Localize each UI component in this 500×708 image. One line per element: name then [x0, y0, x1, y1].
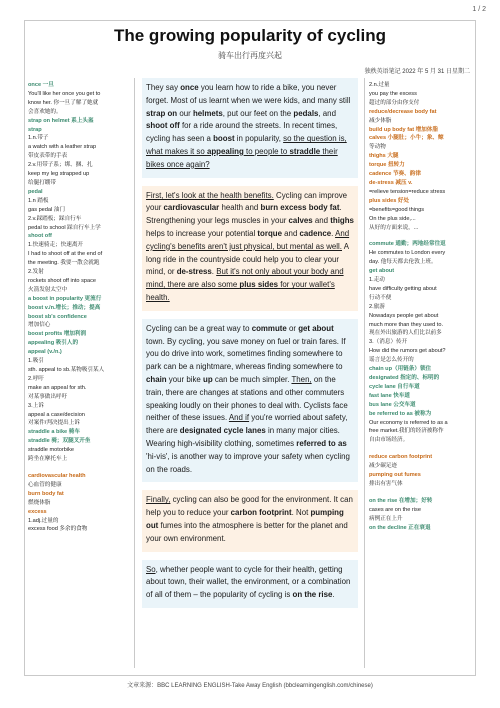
right-vocabulary-column	[364, 78, 476, 668]
key-phrase: pedals	[293, 108, 319, 118]
paragraph-text: can be much simpler.	[212, 374, 292, 384]
left-vocabulary-column	[24, 78, 135, 668]
vocab-term: shoot off	[28, 233, 52, 240]
page-number: 1 / 2	[472, 6, 486, 13]
vocab-note: 跨坐在摩托车上	[28, 456, 68, 463]
vocab-note: know her. 你一旦了解了她就	[28, 99, 99, 106]
vocab-note: excess food 多余的食物	[28, 526, 88, 533]
vocab-term: once 一旦	[28, 82, 54, 88]
vocab-note: 3.（消息）传开	[369, 339, 408, 346]
key-phrase: commute	[251, 323, 287, 333]
vocab-note: 燃烧体脂	[28, 499, 51, 506]
vocab-note: 给腿打绷带	[28, 179, 56, 186]
vocab-term: boost sb's confidence	[28, 313, 87, 320]
key-phrase: thighs	[330, 216, 354, 226]
vocab-note: 等动物	[369, 144, 386, 151]
vocab-note: Nowadays people get about	[369, 312, 439, 319]
vocab-note: you pay the excess	[369, 90, 417, 97]
paragraph-text: A long ride in the countryside could help you to clear your mind, or	[146, 241, 349, 277]
paragraph-text: And cycling's benefits aren't just physical, but mental as well.	[146, 228, 350, 251]
paragraph-text: So,	[146, 564, 158, 574]
key-phrase: helmets	[192, 108, 223, 118]
vocab-term: be referred to as 被称为	[369, 410, 432, 417]
key-phrase: cadence	[299, 228, 332, 238]
vocab-note: How did the rumors get about?	[369, 348, 446, 355]
page-title: The growing popularity of cycling	[113, 26, 386, 45]
paragraph-text: on the train, there are changes at stations and other commuters speaking loudly on their phones to deal with. Cyclists face neither of these issues.	[146, 374, 348, 423]
vocab-term: burn body fat	[28, 490, 64, 497]
paragraph-text: town. By cycling, you save money on fuel or train fares. If you do drive into work, sometimes finding somewhere to park can be a nightmare, whereas finding somewhere to	[146, 336, 346, 372]
vocab-term: cardiovascular health	[28, 472, 86, 479]
paragraph-text: our	[177, 108, 193, 118]
article-paragraph	[142, 78, 358, 178]
key-phrase: burn excess body fat	[260, 203, 340, 213]
vocab-term: strap on helmet 系上头盔	[28, 117, 94, 124]
key-phrase: get about	[298, 323, 334, 333]
vocab-note: 火箭发射太空中	[28, 286, 68, 293]
vocab-note: day. 他每天都去伦敦上班。	[369, 259, 437, 266]
paragraph-text: Then,	[291, 374, 312, 384]
article-column	[136, 78, 364, 668]
paragraph-text: .	[331, 228, 336, 238]
key-phrase: pumping out	[146, 508, 344, 530]
dateline: 独秩英语笔记 2022 年 5 月 31 日星期二	[364, 69, 470, 75]
vocab-note: 2.发射	[28, 269, 44, 276]
paragraph-text: Cycling can be a great way to	[146, 323, 252, 333]
vocab-note: 增加信心	[28, 322, 51, 329]
vocab-note: On the plus side,...	[369, 215, 416, 222]
vocab-note: 1.n.带子	[28, 135, 49, 142]
vocab-note: Our economy is referred to as a	[369, 419, 448, 426]
vocab-note: 2.v.用带子系；绑、捆、扎	[28, 162, 93, 169]
vocab-note: free market.我们的经济被称作	[369, 428, 444, 435]
vocab-term: get about	[369, 268, 395, 275]
paragraph-text: helps to increase your potential	[146, 228, 258, 238]
vocab-term: appealing 吸引人的	[28, 340, 79, 347]
vocab-term: torque 扭转力	[369, 162, 405, 169]
paragraph-text: And if	[228, 413, 250, 423]
paragraph-text: They say	[146, 83, 181, 92]
vocab-note: 1.n 踏板	[28, 197, 49, 204]
vocab-note: appeal a case/decision	[28, 411, 85, 418]
vocab-note: I had to shoot off at the end of	[28, 251, 103, 258]
vocab-note: 对案件/判决提出上诉	[28, 420, 80, 427]
paragraph-text: , and	[318, 108, 336, 118]
vocab-term: commute 通勤；两地经常往返	[369, 241, 446, 248]
paragraph-text: you're worried about safety, there are	[146, 413, 348, 436]
key-phrase: chain	[146, 374, 167, 384]
key-phrase: carbon footprint	[230, 508, 292, 518]
key-phrase: appealing	[206, 146, 244, 156]
paragraph-text: your bike	[166, 374, 204, 384]
paragraph-text: or	[286, 323, 299, 333]
key-phrase: calves	[288, 216, 313, 226]
vocab-note: 带皮表带的手表	[28, 153, 68, 160]
vocab-note: straddle motorbike	[28, 447, 75, 454]
key-phrase: strap on	[146, 108, 178, 118]
vocab-note: 行动不便	[369, 294, 392, 301]
key-phrase: plus sides	[239, 280, 279, 290]
vocab-note: 1.adj.过量的	[28, 517, 59, 524]
vocab-term: plus sides 好处	[369, 197, 410, 204]
vocab-term: a boost in popularity 更流行	[28, 295, 102, 302]
vocab-note: 排出有害气体	[369, 480, 403, 487]
vocab-note: 2.v.踩踏板；踩自行车	[28, 215, 82, 222]
paragraph-text: to people to	[243, 146, 290, 156]
key-phrase: up	[203, 374, 213, 384]
vocab-spacer	[369, 445, 476, 453]
vocab-note: the meeting. 我要一散会就跑	[28, 260, 100, 267]
vocab-term: cadence 节奏、韵律	[369, 171, 421, 178]
vocab-note: 减少碳足迹	[369, 463, 397, 470]
paragraph-text: cycling can also be good for the environment. It can help you to reduce your	[146, 495, 353, 518]
paragraph-text: , put our feet on the	[222, 108, 294, 118]
paragraph-text: fumes into the atmosphere is better for the planet and your own environment.	[146, 520, 348, 543]
vocab-note: rockets shoot off into space	[28, 277, 96, 284]
key-phrase: boost	[213, 134, 235, 144]
vocab-note: 3.上诉	[28, 402, 44, 409]
paragraph-text: Finally,	[146, 495, 171, 505]
paragraph-text: their bikes once again?	[146, 146, 338, 169]
paragraph-text: But it's not only about your body and mind, there are also some	[146, 267, 344, 290]
paragraph-text: .	[211, 267, 217, 277]
vocab-note: make an appeal for sth.	[28, 384, 87, 391]
vocab-term: reduce/decrease body fat	[369, 108, 437, 115]
vocab-spacer	[369, 232, 476, 240]
vocab-note: =relieve tension=reduce stress	[369, 188, 446, 195]
vocab-term: straddle a bike 骑车	[28, 429, 80, 436]
vocab-term: build up body fat 增加体脂	[369, 126, 438, 133]
paragraph-text: . Strengthening your legs muscles in your	[146, 203, 342, 226]
paragraph-text: health and	[219, 203, 261, 213]
vocab-note: 2.旅游	[369, 303, 385, 310]
vocab-term: cycle lane 自行车道	[369, 383, 420, 390]
vocab-note: You'll like her once you get to	[28, 90, 101, 97]
vocab-note: 减少体脂	[369, 117, 392, 124]
article-paragraph	[142, 186, 358, 311]
vocab-note: 从好的方面来说，...	[369, 224, 419, 231]
vocab-note: 会喜欢她的。	[28, 108, 62, 115]
vocab-term: de-stress 减压 v.	[369, 179, 413, 186]
paragraph-text: .	[332, 590, 335, 600]
vocab-note: 现在外出旅游的人们比以前多	[369, 330, 442, 337]
article-paragraph	[142, 560, 358, 608]
vocab-term: pedal	[28, 188, 43, 195]
paragraph-text: you learn how to ride a bike, you never forget. Most of us learnt when we were kids, and many still	[146, 83, 351, 105]
paragraph-text: for your wallet's health.	[146, 280, 335, 302]
vocab-note: cases are on the rise	[369, 506, 421, 513]
vocab-note: keep my leg strapped up	[28, 171, 90, 178]
vocab-note: 2.n.过量	[369, 82, 390, 88]
paragraph-text: . Not	[291, 508, 311, 518]
vocab-note: 病例正在上升	[369, 515, 403, 522]
paragraph-text: Cycling can improve your	[146, 190, 348, 213]
vocab-note: 2.呼吁	[28, 375, 44, 382]
vocab-note: much more than they used to.	[369, 321, 444, 328]
paragraph-text: in popularity,	[234, 134, 284, 144]
vocab-term: on the decline 正在衰退	[369, 524, 431, 531]
paragraph-text: First, let's look at the health benefits.	[146, 190, 274, 200]
paragraph-text: so the question is, what makes it so	[146, 134, 347, 156]
paragraph-text: whether people want to cycle for their health, getting about town, their wallet, the environment, or a combination of all of them – the popularity of cycling is	[146, 564, 351, 600]
vocab-term: strap	[28, 126, 42, 133]
paragraph-text: 'hi-vis', is another way to improve your safety when cycling on the roads.	[146, 451, 350, 474]
vocab-note: have difficulty getting about	[369, 285, 437, 292]
key-phrase: straddle	[289, 146, 321, 156]
article-paragraph	[142, 319, 358, 483]
key-phrase: de-stress	[176, 267, 212, 277]
vocab-term: straddle 骑；双腿叉开坐	[28, 438, 91, 445]
vocab-term: calves 小腿肚；小牛；象、鲸	[369, 135, 444, 142]
vocab-term: bus lane 公交车道	[369, 401, 416, 408]
vocab-note: 超过的部分由你支付	[369, 99, 420, 106]
vocab-term: fast lane 快车道	[369, 392, 411, 399]
vocab-note: He commutes to London every	[369, 250, 446, 257]
paragraph-text: and	[281, 228, 300, 238]
source-footer: 文章来源：BBC LEARNING ENGLISH-Take Away English (bbclearningenglish.com/chinese)	[127, 683, 373, 689]
vocab-term: boost profits 增加利润	[28, 331, 87, 338]
vocab-term: designated 指定的、标明的	[369, 375, 440, 381]
vocab-note: sth. appeal to sb.某物吸引某人	[28, 367, 105, 373]
vocab-term: chain up（用链条）锁住	[369, 366, 432, 373]
paragraph-text: for a ride around the streets. In recent times, cycling has seen a	[146, 121, 338, 144]
vocab-term: pumping out fumes	[369, 472, 421, 479]
vocab-spacer	[369, 489, 476, 497]
vocab-note: 谣言是怎么传开的	[369, 357, 414, 364]
paragraph-text: in many major cities. Wearing high-visibility clothing, sometimes	[146, 426, 340, 448]
vocab-term: reduce carbon footprint	[369, 454, 433, 461]
vocab-note: 对某事做出呼吁	[28, 393, 68, 400]
vocab-note: gas pedal 油门	[28, 206, 66, 213]
page-subtitle: 骑车出行再度兴起	[218, 51, 282, 60]
vocab-term: boost v./n.增长；推动；提高	[28, 304, 101, 311]
key-phrase: referred to as	[296, 438, 347, 448]
vocab-term: on the rise 在增加；好转	[369, 497, 433, 504]
vocab-note: 1.吸引	[28, 358, 44, 365]
vocab-note: pedal to school 踩自行车上学	[28, 224, 101, 231]
vocab-note: 自由市场经济。	[369, 437, 409, 444]
key-phrase: cardiovascular	[163, 203, 220, 213]
key-phrase: on the rise	[292, 590, 333, 600]
vocab-note: 1.快速骑走；快速离开	[28, 242, 84, 249]
vocab-note: 1.走动	[369, 277, 385, 284]
vocab-spacer	[28, 464, 134, 472]
vocab-term: thighs 大腿	[369, 153, 399, 160]
key-phrase: shoot off	[146, 121, 180, 131]
key-phrase: once	[180, 83, 199, 92]
key-phrase: torque	[257, 228, 282, 238]
vocab-note: a watch with a leather strap	[28, 144, 97, 151]
paragraph-text: and	[312, 216, 331, 226]
vocab-note: =benefits=good things	[369, 206, 425, 213]
key-phrase: designated cycle lanes	[179, 426, 266, 436]
vocab-note: 心血管的健康	[28, 481, 62, 488]
article-paragraph	[142, 490, 358, 551]
vocab-term: appeal (v./n.)	[28, 349, 62, 356]
vocab-term: excess	[28, 508, 47, 515]
